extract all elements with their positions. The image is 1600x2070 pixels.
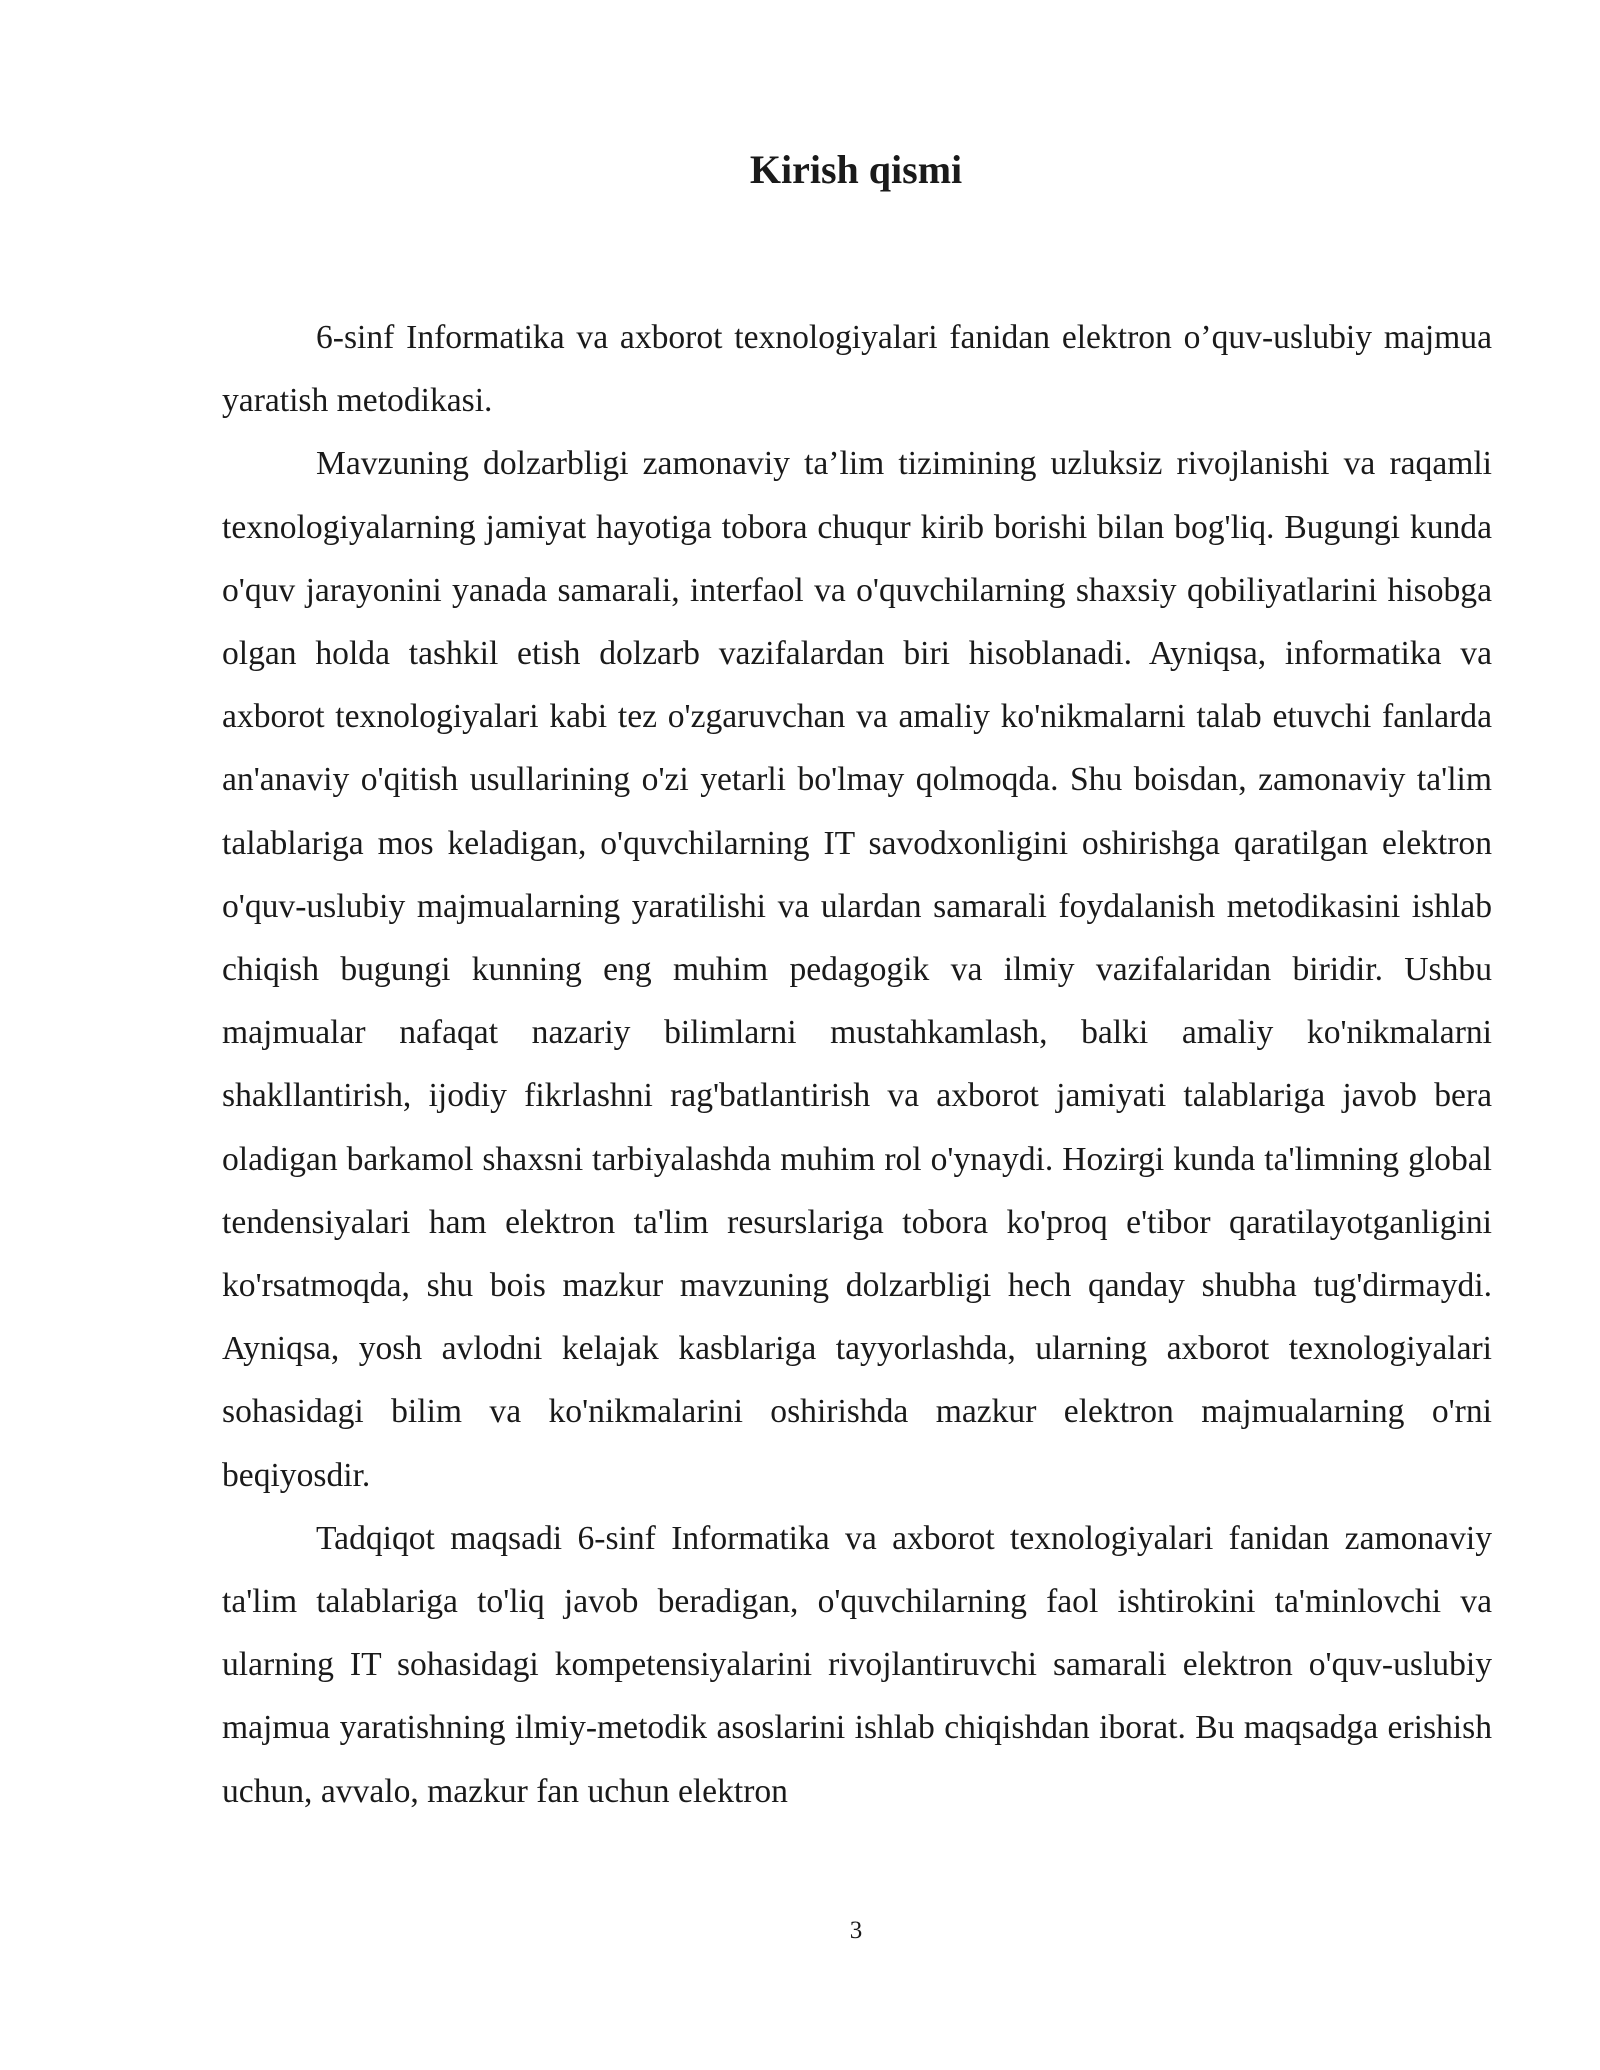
paragraph-research-goal: Tadqiqot maqsadi 6-sinf Informatika va axborot texnologiyalari fanidan zamonaviy ta'lim talablariga to'liq javob beradigan, o'quvchilarning faol ishtirokini ta'minlovchi va ularning IT sohasidagi kompetensiyalarini rivojlantiruvchi samarali elektron o'quv-uslubiy majmua yaratishning ilmiy-metodik asoslarini ishlab chiqishdan iborat. Bu maqsadga erishish uchun, avvalo, mazkur fan uchun elektron	[222, 1519, 1492, 1810]
page-title: Kirish qismi	[749, 147, 963, 192]
page-number: 3	[849, 1917, 863, 1944]
paragraph-topic: 6-sinf Informatika va axborot texnologiyalari fanidan elektron o’quv-uslubiy majmua yaratish metodikasi.	[222, 319, 1492, 420]
document-body	[222, 306, 1492, 1823]
paragraph-relevance: Mavzuning dolzarbligi zamonaviy ta’lim tizimining uzluksiz rivojlanishi va raqamli texnologiyalarning jamiyat hayotiga tobora chuqur kirib borishi bilan bog'liq. Bugungi kunda o'quv jarayonini yanada samarali, interfaol va o'quvchilarning shaxsiy qobiliyatlarini hisobga olgan holda tashkil etish dolzarb vazifalardan biri hisoblanadi. Ayniqsa, informatika va axborot texnologiyalari kabi tez o'zgaruvchan va amaliy ko'nikmalarni talab etuvchi fanlarda an'anaviy o'qitish usullarining o'zi yetarli bo'lmay qolmoqda. Shu boisdan, zamonaviy ta'lim talablariga mos keladigan, o'quvchilarning IT savodxonligini oshirishga qaratilgan elektron o'quv-uslubiy majmualarning yaratilishi va ulardan samarali foydalanish metodikasini ishlab chiqish bugungi kunning eng muhim pedagogik va ilmiy vazifalaridan biridir. Ushbu majmualar nafaqat nazariy bilimlarni mustahkamlash, balki amaliy ko'nikmalarni shakllantirish, ijodiy fikrlashni rag'batlantirish va axborot jamiyati talablariga javob bera oladigan barkamol shaxsni tarbiyalashda muhim rol o'ynaydi. Hozirgi kunda ta'limning global tendensiyalari ham elektron ta'lim resurslariga tobora ko'proq e'tibor qaratilayotganligini ko'rsatmoqda, shu bois mazkur mavzuning dolzarbligi hech qanday shubha tug'dirmaydi. Ayniqsa, yosh avlodni kelajak kasblariga tayyorlashda, ularning axborot texnologiyalari sohasidagi bilim va ko'nikmalarini oshirishda mazkur elektron majmualarning o'rni beqiyosdir.	[222, 445, 1492, 1494]
